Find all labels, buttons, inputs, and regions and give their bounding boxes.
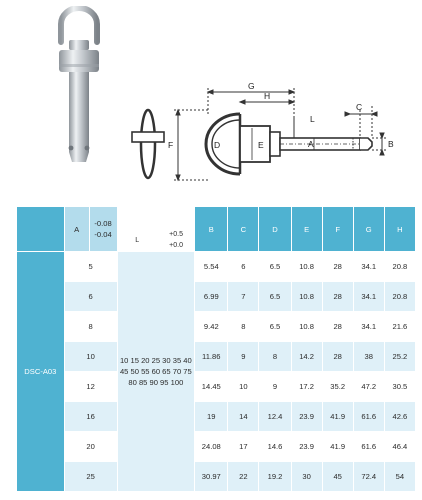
cell-a: 20 — [64, 432, 117, 462]
cell-h: 46.4 — [384, 432, 415, 462]
header-c: C — [228, 207, 259, 252]
label-b: B — [388, 139, 394, 149]
cell-h: 21.6 — [384, 312, 415, 342]
table-row — [17, 252, 416, 282]
cell-f: 28 — [322, 252, 353, 282]
pin-handle — [59, 50, 99, 72]
label-l: L — [310, 114, 315, 124]
cell-a: 8 — [64, 312, 117, 342]
front-view-ring — [206, 114, 240, 174]
cell-g: 61.6 — [353, 402, 384, 432]
header-a: A — [64, 207, 89, 252]
technical-drawing — [128, 80, 418, 192]
cell-d: 8 — [259, 342, 291, 372]
cell-d: 14.6 — [259, 432, 291, 462]
spec-table — [16, 206, 416, 492]
cell-a: 12 — [64, 372, 117, 402]
cell-g: 72.4 — [353, 462, 384, 492]
cell-e: 23.9 — [291, 402, 322, 432]
label-c: C — [356, 102, 363, 112]
table-row — [17, 462, 416, 492]
cell-c: 10 — [228, 372, 259, 402]
cell-h: 30.5 — [384, 372, 415, 402]
cell-a: 5 — [64, 252, 117, 282]
cell-d: 19.2 — [259, 462, 291, 492]
header-d: D — [259, 207, 291, 252]
cell-c: 6 — [228, 252, 259, 282]
product-photo — [38, 6, 120, 168]
cell-e: 14.2 — [291, 342, 322, 372]
table-row — [17, 372, 416, 402]
header-model-col — [17, 207, 65, 252]
cell-a: 16 — [64, 402, 117, 432]
cell-d: 6.5 — [259, 252, 291, 282]
cell-g: 47.2 — [353, 372, 384, 402]
table-row — [17, 432, 416, 462]
table-row — [17, 312, 416, 342]
cell-e: 17.2 — [291, 372, 322, 402]
header-l: L — [117, 229, 157, 252]
header-g: G — [353, 207, 384, 252]
label-f: F — [168, 140, 174, 150]
table-row — [17, 282, 416, 312]
cell-g: 34.1 — [353, 282, 384, 312]
cell-e: 10.8 — [291, 312, 322, 342]
cell-f: 45 — [322, 462, 353, 492]
cell-c: 17 — [228, 432, 259, 462]
side-view-ring — [141, 110, 155, 178]
cell-f: 35.2 — [322, 372, 353, 402]
tip — [360, 138, 372, 150]
header-l-spacer — [117, 207, 195, 229]
l-values-cell: 10 15 20 25 30 35 40 45 50 55 60 65 70 75 80 85 90 95 100 — [117, 252, 195, 492]
header-h: H — [384, 207, 415, 252]
cell-f: 41.9 — [322, 402, 353, 432]
cell-b: 11.86 — [195, 342, 228, 372]
cell-d: 6.5 — [259, 312, 291, 342]
cell-f: 28 — [322, 312, 353, 342]
label-e: E — [258, 140, 264, 150]
cell-f: 28 — [322, 282, 353, 312]
label-d: D — [214, 140, 221, 150]
handle-body — [240, 126, 270, 162]
cell-a: 6 — [64, 282, 117, 312]
cell-h: 25.2 — [384, 342, 415, 372]
cell-e: 23.9 — [291, 432, 322, 462]
model-cell: DSC-A03 — [17, 252, 65, 492]
header-l-tolerance: +0.5 +0.0 — [157, 229, 194, 252]
label-h: H — [264, 91, 271, 101]
cell-b: 6.99 — [195, 282, 228, 312]
cell-b: 24.08 — [195, 432, 228, 462]
cell-e: 10.8 — [291, 282, 322, 312]
cell-c: 22 — [228, 462, 259, 492]
cell-g: 34.1 — [353, 312, 384, 342]
cell-b: 5.54 — [195, 252, 228, 282]
cell-f: 41.9 — [322, 432, 353, 462]
cell-f: 28 — [322, 342, 353, 372]
cell-b: 19 — [195, 402, 228, 432]
cell-d: 9 — [259, 372, 291, 402]
pin-ring-base — [69, 40, 89, 50]
cell-c: 7 — [228, 282, 259, 312]
pin-tip — [69, 152, 89, 162]
cell-d: 6.5 — [259, 282, 291, 312]
header-a-tolerance: -0.08 -0.04 — [89, 207, 117, 252]
header-e: E — [291, 207, 322, 252]
cell-g: 34.1 — [353, 252, 384, 282]
cell-g: 61.6 — [353, 432, 384, 462]
cell-c: 8 — [228, 312, 259, 342]
cell-h: 20.8 — [384, 252, 415, 282]
header-b: B — [195, 207, 228, 252]
cell-h: 20.8 — [384, 282, 415, 312]
cell-e: 10.8 — [291, 252, 322, 282]
label-a: A — [308, 139, 314, 149]
side-view-plate — [132, 132, 164, 142]
cell-b: 14.45 — [195, 372, 228, 402]
pin-ring — [61, 8, 97, 42]
cell-c: 14 — [228, 402, 259, 432]
cell-b: 9.42 — [195, 312, 228, 342]
header-f: F — [322, 207, 353, 252]
cell-h: 42.6 — [384, 402, 415, 432]
cell-a: 10 — [64, 342, 117, 372]
table-row — [17, 402, 416, 432]
table-row — [17, 342, 416, 372]
cell-b: 30.97 — [195, 462, 228, 492]
label-g: G — [248, 81, 255, 91]
cell-d: 12.4 — [259, 402, 291, 432]
cell-e: 30 — [291, 462, 322, 492]
cell-h: 54 — [384, 462, 415, 492]
cell-g: 38 — [353, 342, 384, 372]
cell-a: 25 — [64, 462, 117, 492]
pin-shank — [69, 72, 89, 152]
cell-c: 9 — [228, 342, 259, 372]
